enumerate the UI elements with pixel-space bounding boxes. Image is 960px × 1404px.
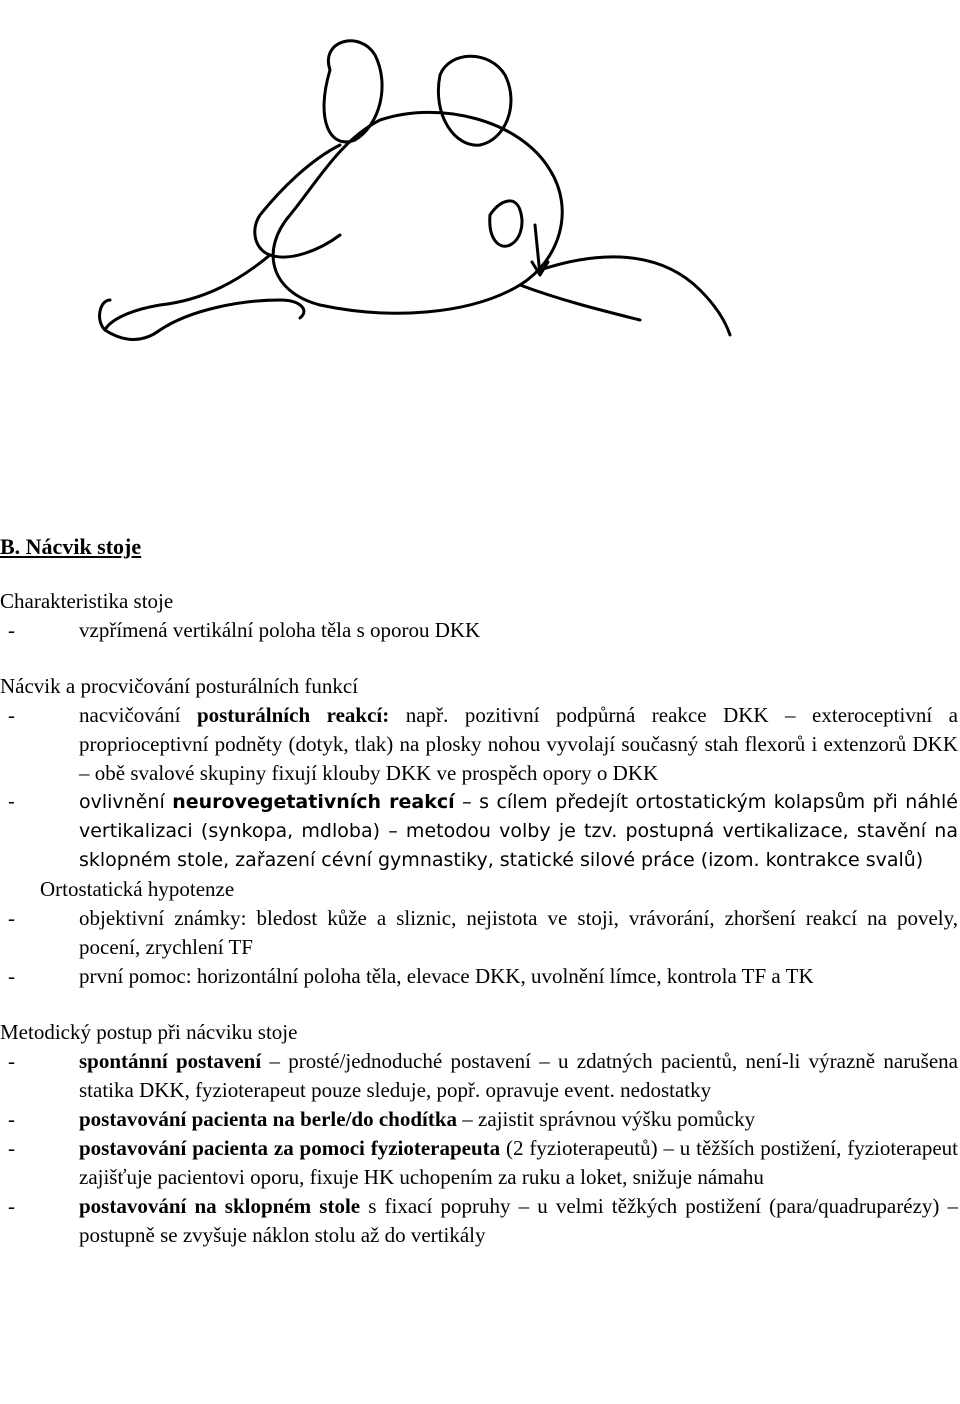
- section-heading: B. Nácvik stoje: [0, 534, 142, 559]
- training-title: Nácvik a procvičování posturálních funkcí: [0, 674, 359, 698]
- list-item: - vzpřímená vertikální poloha těla s oporou DKK: [8, 618, 481, 642]
- list-item: - objektivní známky: bledost kůže a sliznic, nejistota ve stoji, vrávorání, zhoršení reakcí na povely, pocení, zrychlení TF: [8, 906, 958, 959]
- list-item: - postavování pacienta na berle/do chodítka – zajistit správnou výšku pomůcky: [8, 1107, 756, 1131]
- list-item: - nacvičování posturálních reakcí: např. pozitivní podpůrná reakce DKK – exteroceptivní a proprioceptivní podněty (dotyk, tlak) na plosky nohou vyvolají současný stah flexorů i extenzorů DKK – obě svalové skupiny fixují klouby DKK ve prospěch opory o DKK: [8, 703, 958, 785]
- list-item: - postavování na sklopném stole s fixací popruhy – u velmi těžkých postižení (para/quadruparézy) – postupně se zvyšuje náklon stolu až do vertikály: [8, 1194, 959, 1247]
- figure-illustration: [0, 0, 960, 470]
- document-body: [0, 532, 958, 1250]
- method-title: Metodický postup při nácviku stoje: [0, 1020, 298, 1044]
- list-item: - ovlivnění neurovegetativních reakcí – s cílem předejít ortostatickým kolapsům při náhlé vertikalizaci (synkopa, mdloba) – metodou volby je tzv. postupná vertikalizace, stavění na sklopném stole, zařazení cévní gymnastiky, statické silové práce (izom. kontrakce svalů): [8, 791, 958, 871]
- list-item: - první pomoc: horizontální poloha těla, elevace DKK, uvolnění límce, kontrola TF a TK: [8, 964, 814, 988]
- list-item: - spontánní postavení – prosté/jednoduché postavení – u zdatných pacientů, není-li výrazně narušena statika DKK, fyzioterapeut pouze sleduje, popř. opravuje event. nedostatky: [8, 1049, 958, 1102]
- list-item: - postavování pacienta za pomoci fyzioterapeuta (2 fyzioterapeutů) – u těžších postižení, fyzioterapeut zajišťuje pacientovi oporu, fixuje HK uchopením za ruku a loket, snižuje námahu: [8, 1136, 958, 1189]
- char-title: Charakteristika stoje: [0, 589, 174, 613]
- orto-title: Ortostatická hypotenze: [40, 877, 235, 901]
